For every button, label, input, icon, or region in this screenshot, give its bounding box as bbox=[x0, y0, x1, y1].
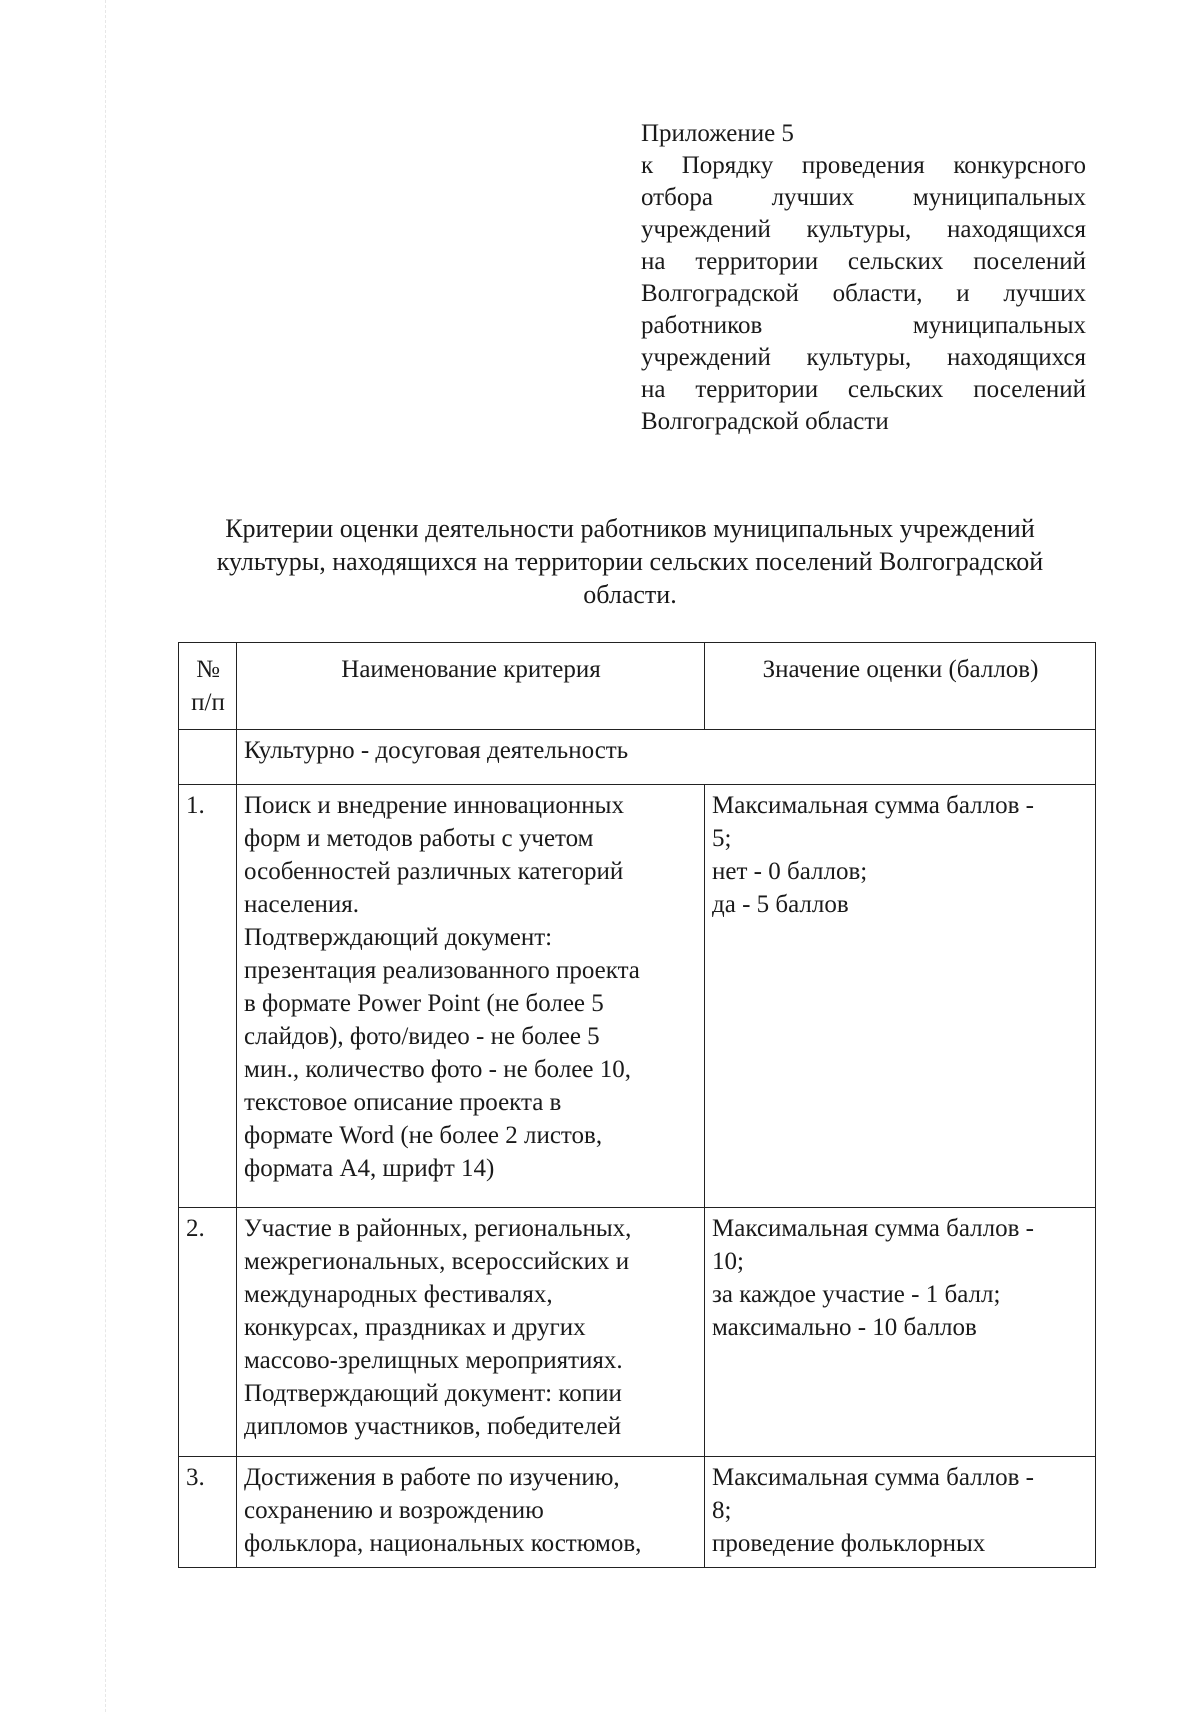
criterion-name bbox=[237, 1208, 705, 1457]
score-line: 5; bbox=[712, 825, 732, 852]
criterion-name bbox=[237, 785, 705, 1208]
criterion-line: в формате Power Point (не более 5 bbox=[244, 990, 604, 1017]
criterion-line: мин., количество фото - не более 10, bbox=[244, 1056, 631, 1083]
score-line: проведение фольклорных bbox=[712, 1530, 986, 1557]
score-line: максимально - 10 баллов bbox=[712, 1314, 977, 1341]
appendix-line: учреждений культуры, находящихся bbox=[641, 344, 1086, 371]
score-line: 8; bbox=[712, 1497, 732, 1524]
criterion-line: Подтверждающий документ: bbox=[244, 924, 553, 951]
criterion-line: дипломов участников, победителей bbox=[244, 1413, 622, 1440]
score-line: Максимальная сумма баллов - bbox=[712, 792, 1035, 819]
table-row bbox=[179, 1457, 1096, 1568]
appendix-line: Волгоградской области, и лучших bbox=[641, 280, 1086, 307]
criterion-line: сохранению и возрождению bbox=[244, 1497, 544, 1524]
criterion-line: Достижения в работе по изучению, bbox=[244, 1464, 620, 1491]
appendix-line: отбора лучших муниципальных bbox=[641, 184, 1086, 211]
score-line: да - 5 баллов bbox=[712, 891, 849, 918]
header-number: № п/п bbox=[179, 643, 237, 730]
score-line: нет - 0 баллов; bbox=[712, 858, 868, 885]
score-description bbox=[705, 1457, 1096, 1568]
criterion-line: Поиск и внедрение инновационных bbox=[244, 792, 624, 819]
title-line: Критерии оценки деятельности работников муниципальных учреждений bbox=[225, 514, 1035, 543]
scan-edge-noise bbox=[105, 0, 118, 1712]
appendix-header bbox=[641, 118, 1086, 438]
criteria-table bbox=[178, 642, 1096, 1568]
criterion-line: Участие в районных, региональных, bbox=[244, 1215, 632, 1242]
criterion-line: презентация реализованного проекта bbox=[244, 957, 640, 984]
appendix-line: к Порядку проведения конкурсного bbox=[641, 152, 1086, 179]
criterion-line: межрегиональных, всероссийских и bbox=[244, 1248, 630, 1275]
criterion-line: форм и методов работы с учетом bbox=[244, 825, 594, 852]
section-number-cell bbox=[179, 730, 237, 785]
criterion-line: международных фестивалях, bbox=[244, 1281, 553, 1308]
appendix-line: Волгоградской области bbox=[641, 408, 889, 435]
row-number: 2. bbox=[179, 1208, 237, 1457]
section-row bbox=[179, 730, 1096, 785]
title-line: культуры, находящихся на территории сельских поселений Волгоградской bbox=[216, 547, 1044, 576]
document-title bbox=[150, 512, 1110, 611]
score-line: Максимальная сумма баллов - bbox=[712, 1464, 1035, 1491]
appendix-line: работников муниципальных bbox=[641, 312, 1086, 339]
table-row bbox=[179, 1208, 1096, 1457]
criterion-name bbox=[237, 1457, 705, 1568]
table-row bbox=[179, 785, 1096, 1208]
score-description bbox=[705, 1208, 1096, 1457]
criterion-line: особенностей различных категорий bbox=[244, 858, 624, 885]
score-line: за каждое участие - 1 балл; bbox=[712, 1281, 1001, 1308]
table-header-row bbox=[179, 643, 1096, 730]
section-title: Культурно - досуговая деятельность bbox=[237, 730, 1096, 785]
criterion-line: формате Word (не более 2 листов, bbox=[244, 1122, 603, 1149]
criterion-line: слайдов), фото/видео - не более 5 bbox=[244, 1023, 600, 1050]
header-criterion-name: Наименование критерия bbox=[237, 643, 705, 730]
appendix-line: учреждений культуры, находящихся bbox=[641, 216, 1086, 243]
row-number: 3. bbox=[179, 1457, 237, 1568]
criterion-line: конкурсах, праздниках и других bbox=[244, 1314, 586, 1341]
criterion-line: формата А4, шрифт 14) bbox=[244, 1155, 495, 1182]
appendix-line: на территории сельских поселений bbox=[641, 248, 1086, 275]
appendix-line: Приложение 5 bbox=[641, 120, 794, 147]
score-description bbox=[705, 785, 1096, 1208]
criterion-line: массово-зрелищных мероприятиях. bbox=[244, 1347, 623, 1374]
header-score-value: Значение оценки (баллов) bbox=[705, 643, 1096, 730]
score-line: 10; bbox=[712, 1248, 744, 1275]
criterion-line: Подтверждающий документ: копии bbox=[244, 1380, 622, 1407]
criterion-line: текстовое описание проекта в bbox=[244, 1089, 562, 1116]
title-line: области. bbox=[583, 580, 677, 609]
row-number: 1. bbox=[179, 785, 237, 1208]
criterion-line: населения. bbox=[244, 891, 360, 918]
criterion-line: фольклора, национальных костюмов, bbox=[244, 1530, 642, 1557]
appendix-line: на территории сельских поселений bbox=[641, 376, 1086, 403]
score-line: Максимальная сумма баллов - bbox=[712, 1215, 1035, 1242]
